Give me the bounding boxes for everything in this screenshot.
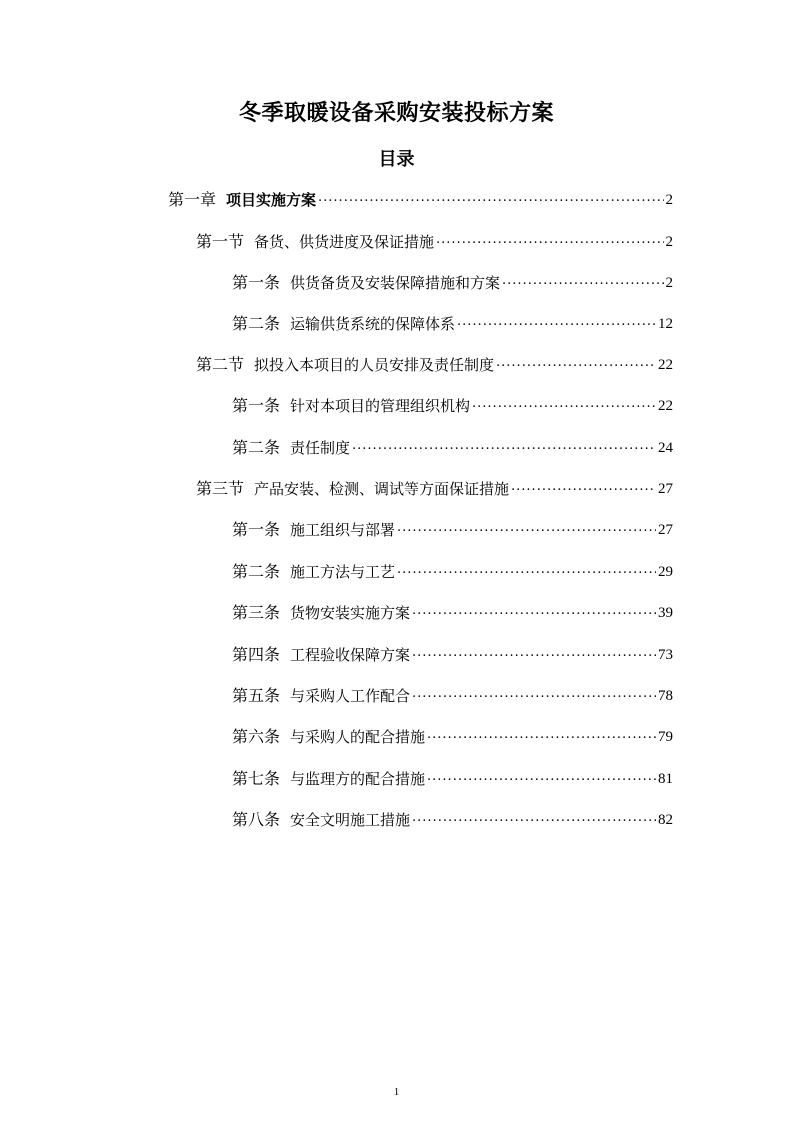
toc-entry-page: 2 [665,192,673,208]
toc-leader-dots [318,188,663,208]
toc-leader-dots [511,477,656,497]
toc-entry-number: 第八条 [232,810,281,829]
toc-entry-section-1[interactable] [196,228,673,252]
toc-entry-title: 与采购人的配合措施 [290,728,426,746]
toc-entry-number: 第一条 [232,520,281,539]
toc-entry-section-3[interactable] [196,475,673,499]
toc-entry-article[interactable] [232,641,673,665]
toc-entry-page: 12 [658,316,673,332]
toc-entry-page: 81 [658,771,673,787]
toc-leader-dots [427,725,656,745]
toc-entry-number: 第三条 [232,603,281,622]
toc-heading: 目录 [378,149,415,170]
toc-entry-page: 24 [658,440,673,456]
toc-entry-chapter-1[interactable] [168,186,673,210]
toc-entry-number: 第六条 [232,727,281,746]
toc-entry-page: 22 [658,357,673,373]
toc-entry-page: 79 [658,729,673,745]
toc-entry-title: 供货备货及安装保障措施和方案 [290,274,501,292]
toc-leader-dots [412,643,656,663]
toc-entry-page: 2 [665,234,673,250]
toc-leader-dots [472,394,656,414]
toc-leader-dots [412,808,656,828]
toc-entry-article[interactable] [232,434,673,458]
toc-entry-title: 责任制度 [290,439,351,457]
toc-entry-page: 29 [658,564,673,580]
toc-entry-article[interactable] [232,765,673,789]
toc-entry-title: 项目实施方案 [226,191,317,209]
toc-entry-title: 工程验收保障方案 [290,646,411,664]
toc-entry-page: 27 [658,481,673,497]
toc-leader-dots [352,436,656,456]
toc-entry-article[interactable] [232,723,673,747]
toc-entry-article[interactable] [232,310,673,334]
toc-entry-title: 施工组织与部署 [290,521,396,539]
toc-entry-page: 2 [665,275,673,291]
toc-leader-dots [412,684,656,704]
toc-entry-number: 第二条 [232,314,281,333]
toc-entry-title: 备货、供货进度及保证措施 [254,233,435,251]
toc-entry-title: 针对本项目的管理组织机构 [290,397,471,415]
toc-entry-title: 安全文明施工措施 [290,811,411,829]
toc-entry-article[interactable] [232,682,673,706]
toc-entry-article[interactable] [232,269,673,293]
toc-entry-page: 39 [658,605,673,621]
toc-leader-dots [412,601,656,621]
toc-entry-number: 第四条 [232,645,281,664]
toc-entry-number: 第七条 [232,769,281,788]
toc-entry-title: 与采购人工作配合 [290,687,411,705]
toc-entry-number: 第二节 [196,355,245,374]
toc-entry-title: 产品安装、检测、调试等方面保证措施 [254,480,510,498]
toc-entry-title: 施工方法与工艺 [290,563,396,581]
toc-entry-page: 73 [658,647,673,663]
toc-entry-title: 与监理方的配合措施 [290,770,426,788]
toc-leader-dots [397,560,656,580]
toc-leader-dots [436,230,663,250]
page-footer-number: 1 [393,1086,400,1098]
toc-entry-page: 27 [658,522,673,538]
toc-leader-dots [397,518,656,538]
toc-entry-number: 第一条 [232,273,281,292]
toc-entry-page: 22 [658,398,673,414]
toc-entry-number: 第二条 [232,438,281,457]
toc-entry-title: 拟投入本项目的人员安排及责任制度 [254,356,495,374]
toc-entry-article[interactable] [232,516,673,540]
toc-leader-dots [427,767,656,787]
toc-entry-number: 第一条 [232,396,281,415]
toc-entry-article[interactable] [232,806,673,830]
toc-entry-page: 78 [658,688,673,704]
toc-entry-number: 第三节 [196,479,245,498]
toc-entry-article[interactable] [232,558,673,582]
document-title: 冬季取暖设备采购安装投标方案 [238,101,554,126]
toc-entry-number: 第一章 [168,190,217,209]
toc-entry-title: 运输供货系统的保障体系 [290,315,456,333]
toc-entry-article[interactable] [232,392,673,416]
toc-leader-dots [457,312,656,332]
toc-entry-article[interactable] [232,599,673,623]
toc-leader-dots [496,353,656,373]
toc-entry-number: 第一节 [196,232,245,251]
toc-entry-title: 货物安装实施方案 [290,604,411,622]
toc-entry-number: 第五条 [232,686,281,705]
toc-entry-section-2[interactable] [196,351,673,375]
toc-leader-dots [502,271,663,291]
toc-entry-number: 第二条 [232,562,281,581]
toc-entry-page: 82 [658,812,673,828]
